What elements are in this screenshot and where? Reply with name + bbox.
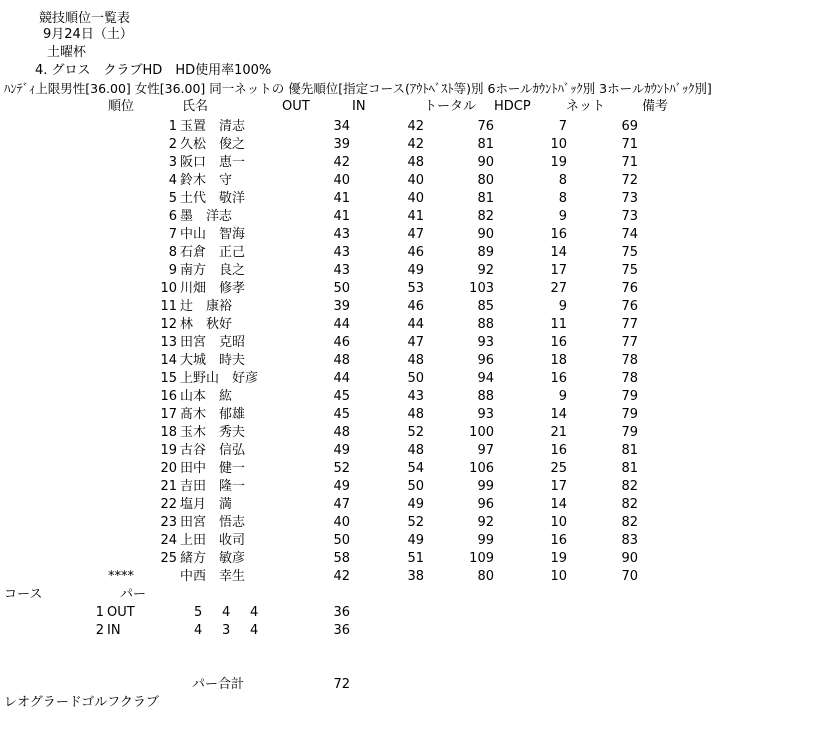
row-hdcp: 10 [550, 137, 567, 152]
row-net: 74 [621, 227, 638, 242]
row-in: 47 [407, 227, 424, 242]
row-in: 52 [407, 515, 424, 530]
extra-in: 38 [407, 569, 424, 584]
row-in: 48 [407, 353, 424, 368]
row-hdcp: 14 [550, 497, 567, 512]
row-rank: 24 [160, 533, 177, 548]
table-row [0, 154, 830, 172]
row-name: 田中 健一 [180, 461, 246, 476]
row-rank: 5 [168, 191, 177, 206]
row-in: 43 [407, 389, 424, 404]
par-total-label: パー合計 [192, 677, 245, 692]
row-net: 81 [621, 461, 638, 476]
par-label: パー [120, 587, 147, 602]
row-rank: 1 [168, 119, 177, 134]
row-in: 46 [407, 245, 424, 260]
row-total: 88 [477, 389, 494, 404]
row-net: 78 [621, 353, 638, 368]
table-row [0, 496, 830, 514]
row-in: 48 [407, 155, 424, 170]
course-par-total: 36 [333, 623, 350, 638]
extra-row [0, 568, 830, 586]
row-total: 96 [477, 497, 494, 512]
row-in: 48 [407, 443, 424, 458]
row-net: 73 [621, 191, 638, 206]
row-rank: 13 [160, 335, 177, 350]
row-hdcp: 9 [558, 299, 567, 314]
extra-hdcp: 10 [550, 569, 567, 584]
row-net: 83 [621, 533, 638, 548]
row-net: 76 [621, 299, 638, 314]
row-out: 45 [333, 389, 350, 404]
row-name: 中山 智海 [180, 227, 246, 242]
par-total-value: 72 [333, 677, 350, 692]
row-total: 97 [477, 443, 494, 458]
row-net: 79 [621, 389, 638, 404]
col-notes: 備考 [642, 99, 669, 114]
hole-par: 4 [250, 605, 259, 620]
row-hdcp: 14 [550, 407, 567, 422]
row-rank: 9 [168, 263, 177, 278]
row-total: 76 [477, 119, 494, 134]
table-row [0, 334, 830, 352]
row-total: 93 [477, 407, 494, 422]
row-total: 82 [477, 209, 494, 224]
row-out: 43 [333, 245, 350, 260]
table-header [0, 98, 830, 116]
row-out: 43 [333, 227, 350, 242]
row-in: 54 [407, 461, 424, 476]
row-name: 石倉 正己 [180, 245, 246, 260]
par-total-row [0, 676, 830, 694]
conditions-line: ﾊﾝﾃﾞｨ上限男性[36.00] 女性[36.00] 同一ネットの 優先順位[指定コース(ｱｳﾄﾍﾞｽﾄ等)別 6ホールｶｳﾝﾄﾊﾞｯｸ別 3ホールｶｳﾝﾄﾊﾞｯｸ別] [4, 81, 712, 96]
table-row [0, 136, 830, 154]
col-total: トータル [424, 99, 477, 114]
row-name: 玉置 清志 [180, 119, 246, 134]
course-row [0, 622, 830, 640]
hole-par: 4 [222, 605, 231, 620]
row-in: 41 [407, 209, 424, 224]
row-out: 39 [333, 299, 350, 314]
row-name: 緒方 敏彦 [180, 551, 246, 566]
row-hdcp: 14 [550, 245, 567, 260]
row-name: 塩月 満 [180, 497, 233, 512]
row-total: 106 [469, 461, 494, 476]
row-rank: 22 [160, 497, 177, 512]
club-name: レオグラードゴルフクラブ [4, 695, 159, 710]
row-in: 42 [407, 137, 424, 152]
row-hdcp: 27 [550, 281, 567, 296]
row-total: 90 [477, 227, 494, 242]
table-row [0, 244, 830, 262]
row-hdcp: 25 [550, 461, 567, 476]
row-hdcp: 17 [550, 479, 567, 494]
row-name: 玉木 秀夫 [180, 425, 246, 440]
row-out: 40 [333, 515, 350, 530]
table-row [0, 298, 830, 316]
row-hdcp: 21 [550, 425, 567, 440]
row-net: 75 [621, 245, 638, 260]
row-in: 52 [407, 425, 424, 440]
row-out: 49 [333, 443, 350, 458]
row-in: 50 [407, 371, 424, 386]
course-row [0, 604, 830, 622]
table-row [0, 424, 830, 442]
row-total: 99 [477, 479, 494, 494]
row-out: 44 [333, 371, 350, 386]
row-net: 73 [621, 209, 638, 224]
table-row [0, 532, 830, 550]
row-rank: 19 [160, 443, 177, 458]
row-net: 82 [621, 479, 638, 494]
row-name: 久松 俊之 [180, 137, 246, 152]
row-hdcp: 8 [558, 191, 567, 206]
extra-net: 70 [621, 569, 638, 584]
row-rank: 21 [160, 479, 177, 494]
row-in: 51 [407, 551, 424, 566]
row-net: 75 [621, 263, 638, 278]
row-rank: 23 [160, 515, 177, 530]
row-total: 89 [477, 245, 494, 260]
row-rank: 10 [160, 281, 177, 296]
row-in: 47 [407, 335, 424, 350]
row-rank: 6 [168, 209, 177, 224]
extra-mark: **** [108, 569, 134, 584]
event-date: 9月24日（土） [43, 27, 133, 42]
row-rank: 7 [168, 227, 177, 242]
row-out: 39 [333, 137, 350, 152]
row-rank: 15 [160, 371, 177, 386]
row-in: 44 [407, 317, 424, 332]
row-net: 82 [621, 497, 638, 512]
row-total: 93 [477, 335, 494, 350]
row-hdcp: 16 [550, 335, 567, 350]
row-out: 49 [333, 479, 350, 494]
col-in: IN [352, 99, 366, 114]
col-hdcp: HDCP [494, 99, 531, 114]
table-row [0, 226, 830, 244]
table-row [0, 478, 830, 496]
row-net: 76 [621, 281, 638, 296]
table-row [0, 550, 830, 568]
course-label: コース [4, 587, 43, 602]
row-out: 50 [333, 533, 350, 548]
row-hdcp: 9 [558, 389, 567, 404]
row-total: 81 [477, 137, 494, 152]
row-out: 52 [333, 461, 350, 476]
row-total: 81 [477, 191, 494, 206]
row-total: 88 [477, 317, 494, 332]
hole-par: 4 [250, 623, 259, 638]
row-out: 40 [333, 173, 350, 188]
table-row [0, 460, 830, 478]
row-net: 82 [621, 515, 638, 530]
row-rank: 14 [160, 353, 177, 368]
row-hdcp: 8 [558, 173, 567, 188]
row-total: 80 [477, 173, 494, 188]
row-in: 49 [407, 497, 424, 512]
table-row [0, 406, 830, 424]
row-name: 川畑 修孝 [180, 281, 246, 296]
row-out: 47 [333, 497, 350, 512]
table-row [0, 280, 830, 298]
row-rank: 20 [160, 461, 177, 476]
row-out: 48 [333, 353, 350, 368]
table-row [0, 352, 830, 370]
row-total: 100 [469, 425, 494, 440]
row-out: 41 [333, 209, 350, 224]
row-net: 77 [621, 317, 638, 332]
row-total: 94 [477, 371, 494, 386]
row-net: 72 [621, 173, 638, 188]
row-name: 田宮 克昭 [180, 335, 246, 350]
row-hdcp: 9 [558, 209, 567, 224]
row-total: 85 [477, 299, 494, 314]
row-hdcp: 16 [550, 371, 567, 386]
row-rank: 25 [160, 551, 177, 566]
row-name: 髙木 郁雄 [180, 407, 246, 422]
row-rank: 11 [160, 299, 177, 314]
row-name: 山本 紘 [180, 389, 233, 404]
extra-out: 42 [333, 569, 350, 584]
hole-par: 4 [194, 623, 203, 638]
row-out: 45 [333, 407, 350, 422]
row-total: 92 [477, 515, 494, 530]
row-name: 大城 時夫 [180, 353, 246, 368]
row-net: 71 [621, 137, 638, 152]
row-hdcp: 19 [550, 155, 567, 170]
row-name: 上田 收司 [180, 533, 246, 548]
table-row [0, 262, 830, 280]
course-idx: 1 [95, 605, 104, 620]
row-hdcp: 19 [550, 551, 567, 566]
table-row [0, 514, 830, 532]
table-row [0, 118, 830, 136]
row-hdcp: 16 [550, 227, 567, 242]
table-row [0, 172, 830, 190]
row-hdcp: 18 [550, 353, 567, 368]
row-total: 99 [477, 533, 494, 548]
row-net: 79 [621, 425, 638, 440]
col-out: OUT [282, 99, 310, 114]
row-rank: 2 [168, 137, 177, 152]
row-name: 阪口 恵一 [180, 155, 246, 170]
row-name: 上野山 好彦 [180, 371, 259, 386]
row-out: 48 [333, 425, 350, 440]
row-net: 71 [621, 155, 638, 170]
row-net: 78 [621, 371, 638, 386]
row-out: 34 [333, 119, 350, 134]
table-row [0, 190, 830, 208]
col-name: 氏名 [182, 99, 209, 114]
table-row [0, 442, 830, 460]
row-hdcp: 16 [550, 443, 567, 458]
row-out: 44 [333, 317, 350, 332]
extra-name: 中西 幸生 [180, 569, 246, 584]
row-in: 49 [407, 533, 424, 548]
row-out: 46 [333, 335, 350, 350]
col-rank: 順位 [108, 99, 135, 114]
row-rank: 4 [168, 173, 177, 188]
course-par-total: 36 [333, 605, 350, 620]
row-out: 43 [333, 263, 350, 278]
course-name: OUT [107, 605, 135, 620]
row-net: 81 [621, 443, 638, 458]
row-out: 58 [333, 551, 350, 566]
row-in: 53 [407, 281, 424, 296]
row-total: 103 [469, 281, 494, 296]
row-hdcp: 11 [550, 317, 567, 332]
table-row [0, 370, 830, 388]
hole-par: 3 [222, 623, 231, 638]
row-name: 土代 敬洋 [180, 191, 246, 206]
row-in: 46 [407, 299, 424, 314]
row-net: 69 [621, 119, 638, 134]
row-name: 墨 洋志 [180, 209, 233, 224]
row-out: 41 [333, 191, 350, 206]
row-hdcp: 17 [550, 263, 567, 278]
format-line: 4. グロス クラブHD HD使用率100% [35, 63, 272, 78]
row-name: 林 秋好 [180, 317, 233, 332]
row-in: 40 [407, 191, 424, 206]
page-title: 競技順位一覧表 [39, 11, 131, 26]
row-net: 90 [621, 551, 638, 566]
row-total: 109 [469, 551, 494, 566]
row-in: 42 [407, 119, 424, 134]
row-total: 90 [477, 155, 494, 170]
row-net: 79 [621, 407, 638, 422]
row-hdcp: 7 [558, 119, 567, 134]
row-in: 50 [407, 479, 424, 494]
row-net: 77 [621, 335, 638, 350]
course-idx: 2 [95, 623, 104, 638]
row-name: 吉田 隆一 [180, 479, 246, 494]
row-rank: 17 [160, 407, 177, 422]
row-hdcp: 16 [550, 533, 567, 548]
row-in: 48 [407, 407, 424, 422]
row-name: 田宮 悟志 [180, 515, 246, 530]
row-name: 古谷 信弘 [180, 443, 246, 458]
row-rank: 12 [160, 317, 177, 332]
course-name: IN [107, 623, 121, 638]
row-in: 40 [407, 173, 424, 188]
row-rank: 18 [160, 425, 177, 440]
row-name: 辻 康裕 [180, 299, 233, 314]
row-name: 南方 良之 [180, 263, 246, 278]
table-row [0, 316, 830, 334]
row-rank: 8 [168, 245, 177, 260]
extra-total: 80 [477, 569, 494, 584]
table-row [0, 208, 830, 226]
col-net: ネット [566, 99, 606, 114]
table-row [0, 388, 830, 406]
row-in: 49 [407, 263, 424, 278]
row-out: 42 [333, 155, 350, 170]
cup-name: 土曜杯 [47, 45, 87, 60]
row-name: 鈴木 守 [180, 173, 233, 188]
row-total: 96 [477, 353, 494, 368]
row-hdcp: 10 [550, 515, 567, 530]
row-out: 50 [333, 281, 350, 296]
row-total: 92 [477, 263, 494, 278]
row-rank: 16 [160, 389, 177, 404]
hole-par: 5 [194, 605, 203, 620]
row-rank: 3 [168, 155, 177, 170]
